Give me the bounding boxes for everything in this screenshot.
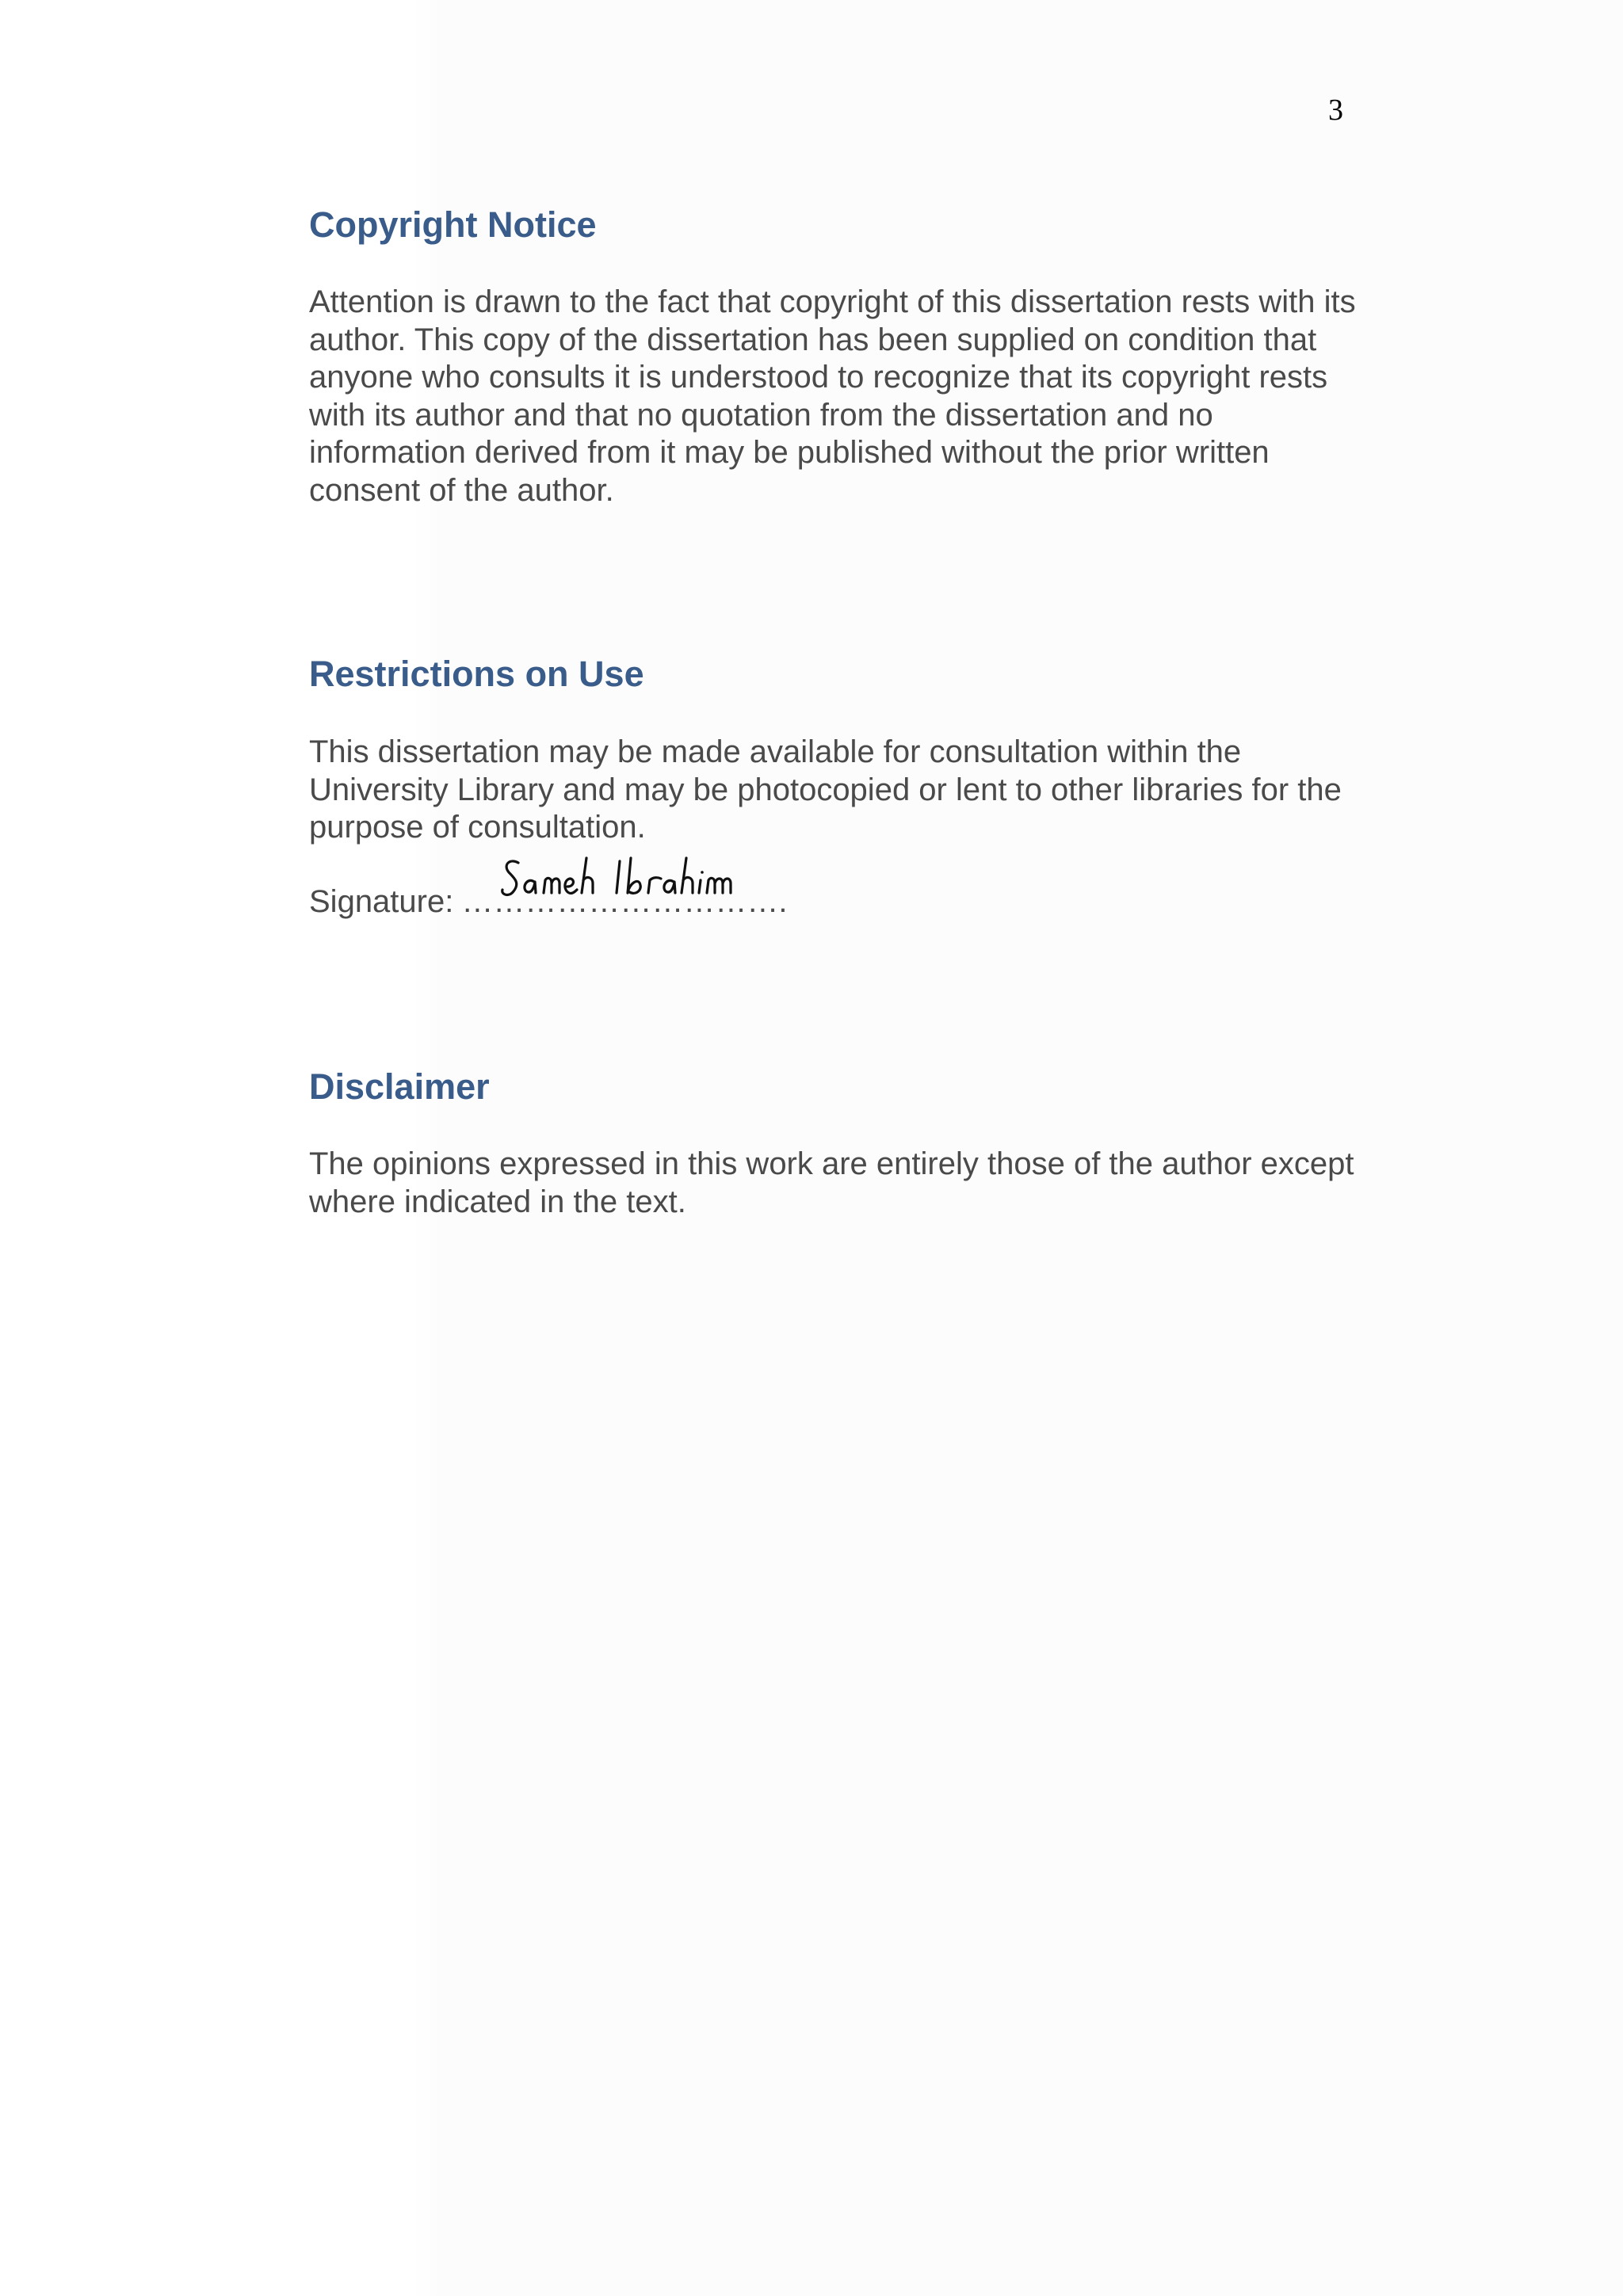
restrictions-paragraph (309, 734, 1419, 847)
copyright-notice-paragraph (309, 284, 1419, 509)
signature-dotted-line: …………………………. (461, 884, 788, 919)
copyright-line: author. This copy of the dissertation has been supplied on condition that (309, 322, 1317, 357)
disclaimer-line: where indicated in the text. (309, 1184, 686, 1219)
restrictions-line: University Library and may be photocopied or lent to other libraries for the (309, 772, 1342, 807)
copyright-line: with its author and that no quotation from the dissertation and no (309, 397, 1213, 433)
copyright-notice-heading: Copyright Notice (309, 204, 597, 245)
restrictions-line: This dissertation may be made available for consultation within the (309, 734, 1242, 769)
restrictions-line: purpose of consultation. (309, 810, 646, 845)
restrictions-on-use-heading: Restrictions on Use (309, 654, 644, 694)
signature-label: Signature: (309, 884, 454, 919)
signature-line (309, 883, 787, 921)
disclaimer-line: The opinions expressed in this work are entirely those of the author except (309, 1146, 1354, 1181)
disclaimer-heading: Disclaimer (309, 1066, 490, 1107)
disclaimer-paragraph (309, 1146, 1419, 1221)
copyright-line: consent of the author. (309, 472, 614, 508)
copyright-line: anyone who consults it is understood to recognize that its copyright rests (309, 360, 1328, 395)
copyright-line: Attention is drawn to the fact that copyright of this dissertation rests with its (309, 284, 1356, 319)
copyright-line: information derived from it may be published without the prior written (309, 435, 1270, 470)
page-number: 3 (1328, 93, 1343, 127)
